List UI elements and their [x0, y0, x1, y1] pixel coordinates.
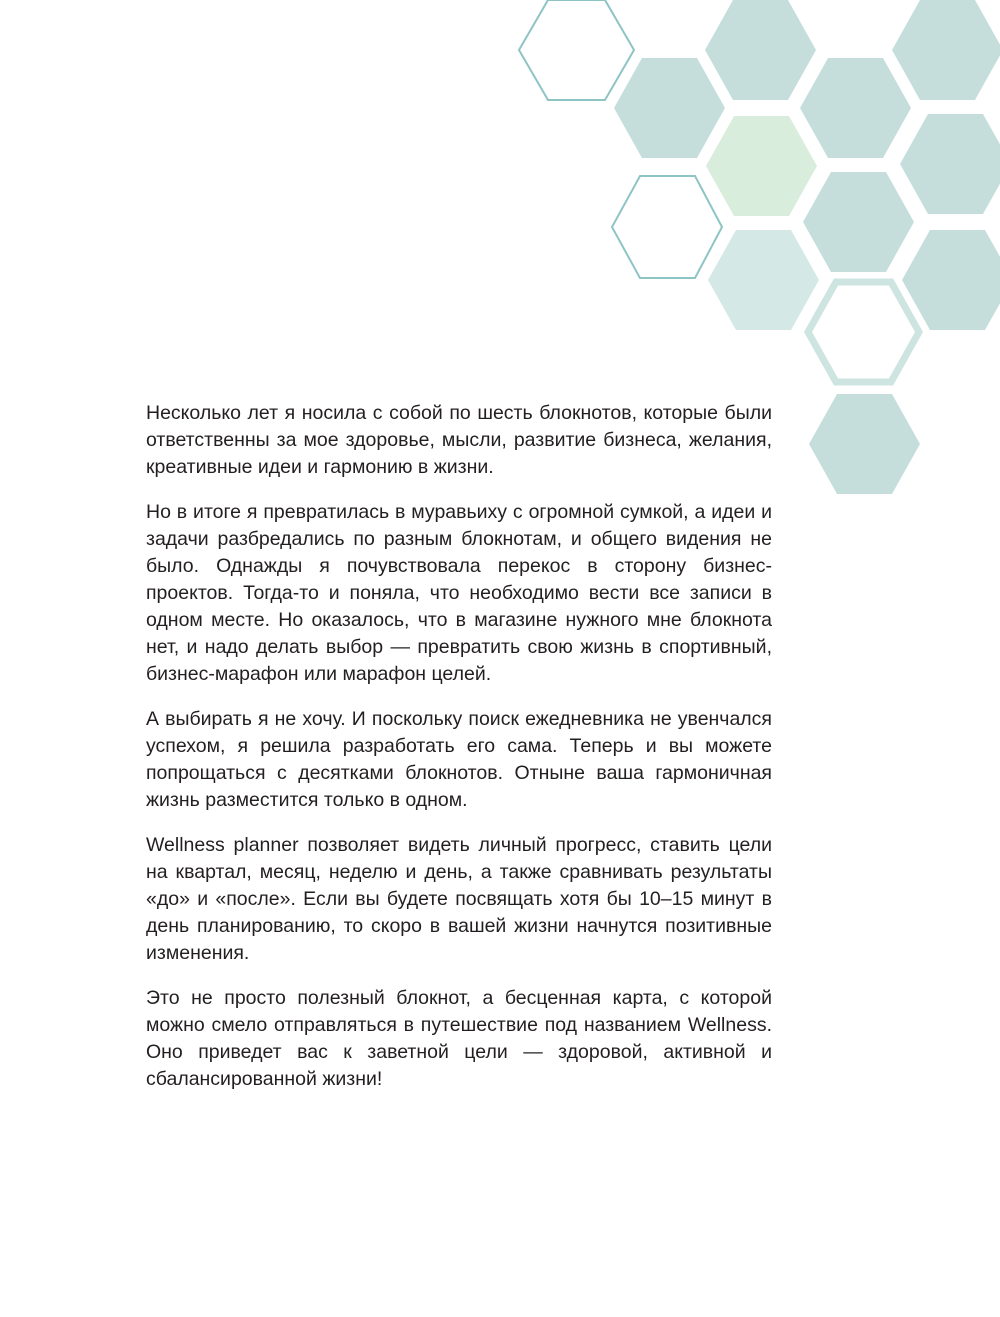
paragraph: Это не просто полезный блокнот, а бесценная карта, с которой можно смело отправляться в путешествие под названием Wellness. Оно приведет вас к заветной цели — здоровой, активной и сбалансированной жизни! [146, 987, 772, 1090]
hexagon-light [708, 230, 819, 330]
hexagon [614, 58, 725, 158]
hexagon [809, 394, 920, 494]
hexagon-outline [612, 176, 722, 278]
hexagon [705, 0, 816, 100]
hexagon-outline-thick [808, 282, 919, 382]
paragraph: Wellness planner позволяет видеть личный прогресс, ставить цели на квартал, месяц, неделю и день, а также сравнивать результаты «до» и «после». Если вы будете посвящать хотя бы 10–15 минут в день планированию, то скоро в вашей жизни начнутся позитивные изменения. [146, 834, 772, 964]
hexagon [902, 230, 1000, 330]
hexagon [803, 172, 914, 272]
hexagon [900, 114, 1000, 214]
hexagon [800, 58, 911, 158]
hexagon [892, 0, 1000, 100]
hexagon-green [706, 116, 817, 216]
paragraph: Но в итоге я превратилась в муравьиху с огромной сумкой, а идеи и задачи разбредались по разным блокнотам, и общего видения не было. Однажды я почувствовала перекос в сторону бизнес-проектов. Тогда-то и поняла, что необходимо вести все записи в одном месте. Но оказалось, что в магазине нужного мне блокнота нет, и надо делать выбор — превратить свою жизнь в спортивный, бизнес-марафон или марафон целей. [146, 501, 772, 685]
body-text [146, 400, 772, 1111]
paragraph: А выбирать я не хочу. И поскольку поиск ежедневника не увенчался успехом, я решила разработать его сама. Теперь и вы можете попрощаться с десятками блокнотов. Отныне ваша гармоничная жизнь разместится только в одном. [146, 708, 772, 811]
hexagon-outline [519, 0, 634, 100]
paragraph: Несколько лет я носила с собой по шесть блокнотов, которые были ответственны за мое здоровье, мысли, развитие бизнеса, желания, креативные идеи и гармонию в жизни. [146, 402, 772, 478]
